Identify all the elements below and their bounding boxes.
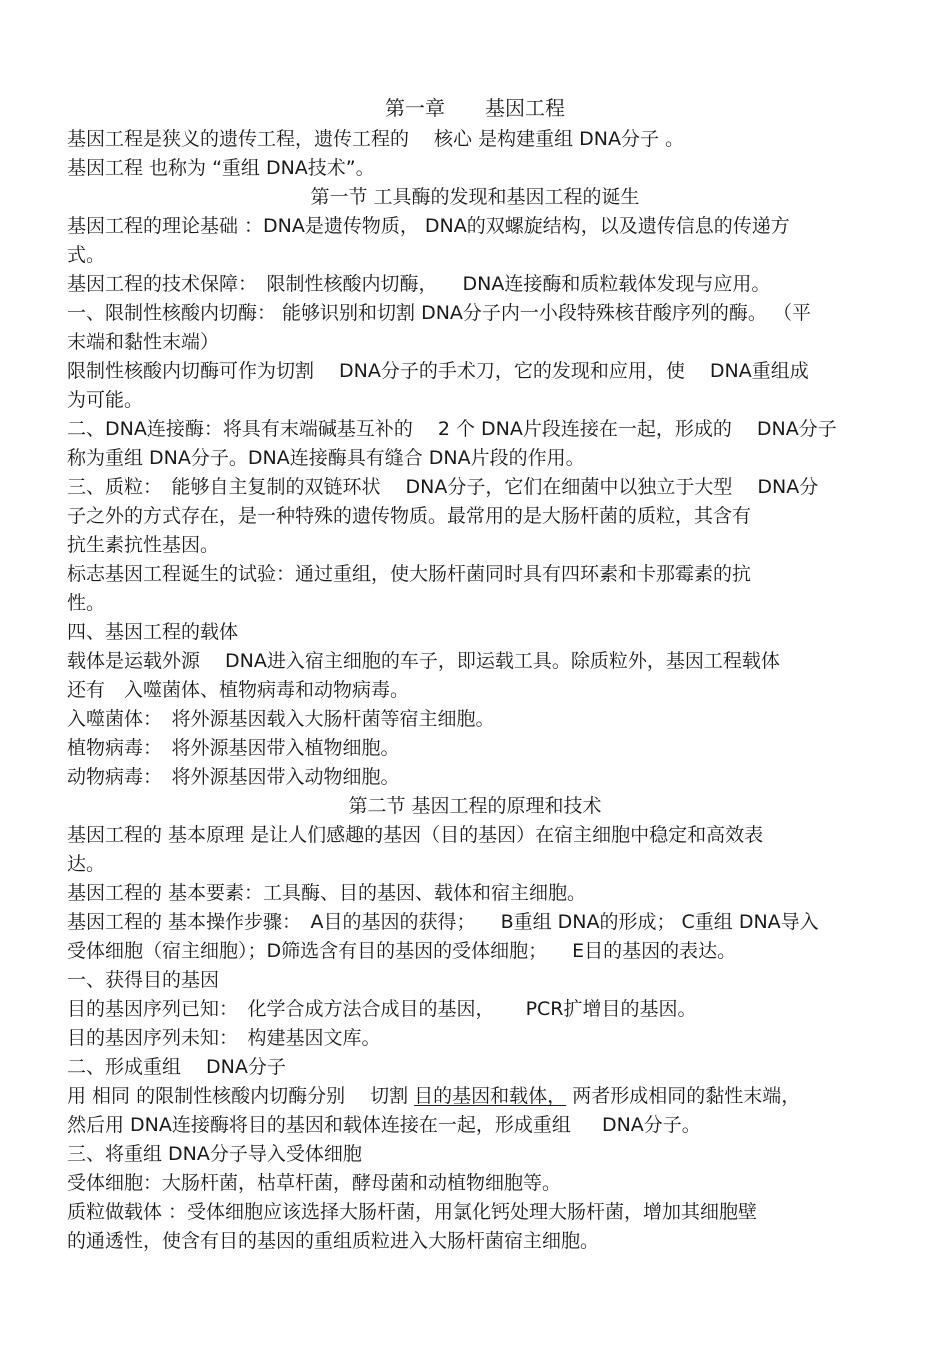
underlined-text: 目的基因和载体，	[414, 1085, 567, 1107]
paragraph-line: 然后用 DNA连接酶将目的基因和载体连接在一起，形成重组 DNA分子。	[67, 1114, 701, 1136]
paragraph-line: 末端和黏性末端）	[67, 331, 220, 353]
paragraph-line: 称为重组 DNA分子。DNA连接酶具有缝合 DNA片段的作用。	[67, 447, 585, 469]
paragraph-line: 还有 入噬菌体、植物病毒和动物病毒。	[67, 679, 410, 701]
paragraph-line: 子之外的方式存在，是一种特殊的遗传物质。最常用的是大肠杆菌的质粒，其含有	[67, 505, 752, 527]
paragraph-line: 受体细胞（宿主细胞）；D筛选含有目的基因的受体细胞； E目的基因的表达。	[67, 940, 737, 962]
paragraph-line: 入噬菌体： 将外源基因载入大肠杆菌等宿主细胞。	[67, 708, 495, 730]
paragraph-line: 动物病毒： 将外源基因带入动物细胞。	[67, 766, 400, 788]
paragraph-line: 限制性核酸内切酶可作为切割 DNA分子的手术刀，它的发现和应用，使 DNA重组成	[67, 360, 809, 382]
paragraph-line	[67, 1084, 800, 1108]
paragraph-line: 为可能。	[67, 389, 144, 411]
paragraph-line: 载体是运载外源 DNA进入宿主细胞的车子，即运载工具。除质粒外，基因工程载体	[67, 650, 780, 672]
paragraph-line: 基因工程的 基本操作步骤： A目的基因的获得； B重组 DNA的形成； C重组 DNA导入	[67, 911, 819, 933]
paragraph-line: 目的基因序列未知： 构建基因文库。	[67, 1027, 381, 1049]
paragraph-line: 植物病毒： 将外源基因带入植物细胞。	[67, 737, 400, 759]
paragraph-line: 三、质粒： 能够自主复制的双链环状 DNA分子，它们在细菌中以独立于大型 DNA分	[67, 476, 819, 498]
paragraph-line: 的通透性，使含有目的基因的重组质粒进入大肠杆菌宿主细胞。	[67, 1230, 600, 1252]
paragraph-line: 性。	[67, 592, 106, 614]
subsection-heading: 三、将重组 DNA分子导入受体细胞	[67, 1143, 362, 1165]
paragraph-line: 达。	[67, 853, 106, 875]
subsection-heading: 一、获得目的基因	[67, 969, 220, 991]
paragraph-line: 标志基因工程诞生的试验：通过重组，使大肠杆菌同时具有四环素和卡那霉素的抗	[67, 563, 752, 585]
paragraph-line: 基因工程的 基本原理 是让人们感趣的基因（目的基因）在宿主细胞中稳定和高效表	[67, 824, 764, 846]
section-title: 第一节 工具酶的发现和基因工程的诞生	[310, 186, 640, 208]
paragraph-line: 受体细胞：大肠杆菌，枯草杆菌，酵母菌和动植物细胞等。	[67, 1172, 562, 1194]
paragraph-line: 质粒做载体 ：受体细胞应该选择大肠杆菌，用氯化钙处理大肠杆菌，增加其细胞壁	[67, 1201, 758, 1223]
paragraph-line: 基因工程的理论基础 ：DNA是遗传物质， DNA的双螺旋结构，以及遗传信息的传递方	[67, 215, 790, 237]
section-title: 第二节 基因工程的原理和技术	[348, 795, 602, 817]
text-run: 两者形成相同的黏性末端，	[566, 1085, 801, 1107]
paragraph-line: 二、DNA连接酶：将具有末端碱基互补的 2 个 DNA片段连接在一起，形成的 DNA分子	[67, 418, 837, 440]
paragraph-line: 基因工程的技术保障： 限制性核酸内切酶， DNA连接酶和质粒载体发现与应用。	[67, 273, 771, 295]
subsection-heading: 二、形成重组 DNA分子	[67, 1056, 286, 1078]
chapter-title: 第一章 基因工程	[385, 96, 565, 120]
paragraph-line: 基因工程 也称为 “重组 DNA技术”。	[67, 157, 375, 179]
paragraph-line: 目的基因序列已知： 化学合成方法合成目的基因， PCR扩增目的基因。	[67, 998, 697, 1020]
paragraph-line: 一、限制性核酸内切酶： 能够识别和切割 DNA分子内一小段特殊核苷酸序列的酶。 （平	[67, 302, 811, 324]
paragraph-line: 抗生素抗性基因。	[67, 534, 220, 556]
text-run: 用 相同 的限制性核酸内切酶分别 切割	[67, 1085, 415, 1107]
paragraph-line: 基因工程的 基本要素：工具酶、目的基因、载体和宿主细胞。	[67, 882, 587, 904]
paragraph-line: 基因工程是狭义的遗传工程，遗传工程的 核心 是构建重组 DNA分子 。	[67, 128, 685, 150]
subsection-heading: 四、基因工程的载体	[67, 621, 239, 643]
paragraph-line: 式。	[67, 244, 106, 266]
